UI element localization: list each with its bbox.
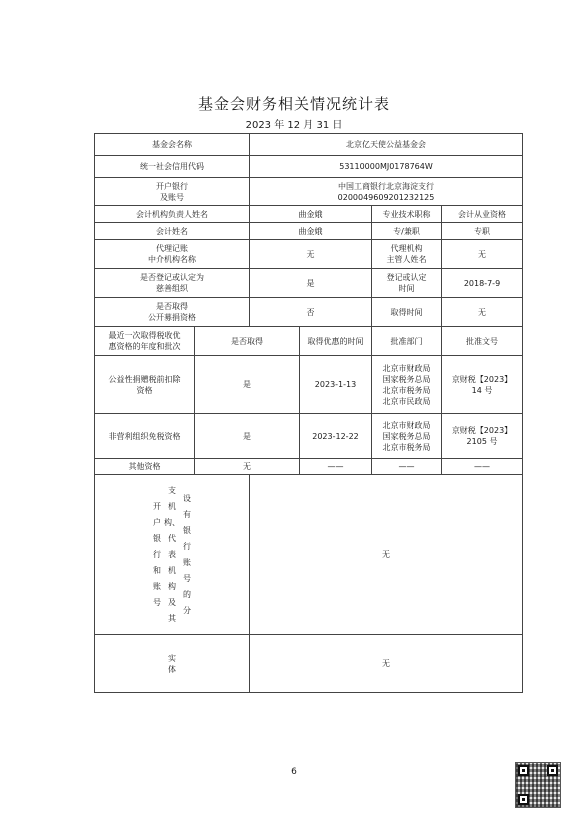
row-accountant — [95, 223, 523, 240]
nonprofit-dept-1: 北京市财政局 — [382, 420, 431, 430]
agent-label-line2: 中介机构名称 — [148, 255, 196, 264]
professional-title-label: 专业技术职称 — [372, 206, 442, 223]
tax-header-label-line1: 最近一次取得税收优 — [108, 331, 181, 340]
qualification-label: 会计从业资格 — [442, 206, 523, 223]
branch-accounts-label-columns — [95, 476, 249, 634]
row-other — [95, 459, 523, 475]
tax-col-doc: 批准文号 — [442, 327, 523, 356]
bank-account-number: 0200049609201232125 — [337, 192, 435, 202]
nonprofit-value: 是 — [195, 414, 300, 459]
foundation-name-value: 北京亿天使公益基金会 — [250, 134, 523, 156]
branch-outer-char: 和 — [153, 565, 161, 575]
deduction-dept-3: 北京市税务局 — [382, 385, 431, 395]
branch-col1-char: 支 — [168, 485, 176, 495]
branch-col1-char: 构 — [168, 581, 176, 591]
foundation-name-label: 基金会名称 — [95, 134, 250, 156]
employment-type-value: 专职 — [442, 223, 523, 240]
branch-col2-char: 银 — [183, 525, 191, 535]
row-foundation-name — [95, 134, 523, 156]
nonprofit-label: 非营利组织免税资格 — [95, 414, 195, 459]
entity-label-line1: 实 — [168, 653, 176, 663]
deduction-value: 是 — [195, 356, 300, 414]
other-value: 无 — [195, 459, 300, 475]
qr-finder-top-right — [547, 765, 558, 776]
agent-head-value: 无 — [442, 240, 523, 269]
public-fund-label-line2: 公开募捐资格 — [148, 313, 196, 322]
charity-value: 是 — [250, 269, 372, 298]
charity-label — [95, 269, 250, 298]
branch-outer-char: 账 — [153, 581, 161, 591]
branch-col1-char: 表 — [168, 549, 176, 559]
accountant-label: 会计姓名 — [95, 223, 250, 240]
branch-outer-label — [153, 499, 161, 611]
tax-header-label — [95, 327, 195, 356]
page-number: 6 — [291, 767, 297, 777]
qr-code-image — [515, 762, 561, 808]
branch-col1-label — [164, 483, 180, 627]
entity-label — [95, 635, 250, 693]
tax-col-time: 取得优惠的时间 — [300, 327, 372, 356]
row-agent — [95, 240, 523, 269]
finance-stats-table — [94, 133, 523, 693]
nonprofit-time: 2023-12-22 — [300, 414, 372, 459]
deduction-dept-1: 北京市财政局 — [382, 363, 431, 373]
branch-col1-char: 代 — [168, 533, 176, 543]
page-title: 基金会财务相关情况统计表 — [197, 95, 390, 113]
row-deduction — [95, 356, 523, 414]
agent-head-label — [372, 240, 442, 269]
branch-accounts-label — [95, 475, 250, 635]
public-fund-label — [95, 298, 250, 327]
charity-time-label-line1: 登记或认定 — [386, 273, 427, 282]
qr-finder-bottom-left — [518, 794, 529, 805]
deduction-doc-line1: 京财税【2023】 — [451, 374, 513, 384]
nonprofit-dept-2: 国家税务总局 — [382, 431, 431, 441]
nonprofit-doc — [442, 414, 523, 459]
branch-col2-char: 行 — [183, 541, 191, 551]
accounting-head-label: 会计机构负责人姓名 — [95, 206, 250, 223]
deduction-depts — [372, 356, 442, 414]
deduction-label-line1: 公益性捐赠税前扣除 — [108, 374, 181, 384]
deduction-doc — [442, 356, 523, 414]
branch-col2-char: 号 — [183, 573, 191, 583]
branch-accounts-value: 无 — [250, 475, 523, 635]
charity-time-value: 2018-7-9 — [442, 269, 523, 298]
bank-label-line2: 及账号 — [160, 192, 184, 202]
deduction-dept-2: 国家税务总局 — [382, 374, 431, 384]
tax-header-label-line2: 惠资格的年度和批次 — [108, 342, 181, 351]
deduction-time: 2023-1-13 — [300, 356, 372, 414]
nonprofit-doc-line1: 京财税【2023】 — [451, 426, 513, 435]
row-charity — [95, 269, 523, 298]
agent-head-label-line1: 代理机构 — [390, 244, 423, 253]
other-dept-dash: —— — [372, 459, 442, 475]
branch-col1-char: 机 — [168, 501, 176, 511]
row-bank-account — [95, 178, 523, 206]
row-credit-code — [95, 156, 523, 178]
bank-label-line1: 开户银行 — [156, 181, 188, 191]
tax-col-dept: 批准部门 — [372, 327, 442, 356]
agent-label — [95, 240, 250, 269]
agent-label-line1: 代理记账 — [156, 244, 188, 253]
public-fund-time-value: 无 — [442, 298, 523, 327]
entity-label-line2: 体 — [168, 664, 176, 674]
charity-time-label-line2: 时间 — [398, 284, 415, 293]
nonprofit-dept-3: 北京市税务局 — [382, 442, 431, 452]
bank-value — [250, 178, 523, 206]
deduction-label — [95, 356, 195, 414]
charity-label-line2: 慈善组织 — [156, 284, 188, 293]
other-label: 其他资格 — [95, 459, 195, 475]
public-fund-label-line1: 是否取得 — [156, 302, 188, 311]
row-tax-header — [95, 327, 523, 356]
credit-code-label: 统一社会信用代码 — [95, 156, 250, 178]
nonprofit-doc-line2: 2105 号 — [466, 437, 498, 446]
row-entity — [95, 635, 523, 693]
branch-outer-char: 银 — [153, 533, 161, 543]
bank-label — [95, 178, 250, 206]
qr-finder-top-left — [518, 765, 529, 776]
agent-value: 无 — [250, 240, 372, 269]
branch-col2-char: 账 — [183, 557, 191, 567]
branch-col2-char: 有 — [183, 509, 191, 519]
deduction-doc-line2: 14 号 — [471, 385, 493, 395]
credit-code-value: 53110000MJ0178764W — [250, 156, 523, 178]
other-doc-dash: —— — [442, 459, 523, 475]
row-nonprofit — [95, 414, 523, 459]
branch-outer-char: 号 — [153, 597, 161, 607]
public-fund-value: 否 — [250, 298, 372, 327]
branch-col2-char: 分 — [183, 605, 191, 615]
accounting-head-value: 曲金娥 — [250, 206, 372, 223]
branch-outer-char: 开 — [153, 501, 161, 511]
branch-col1-char: 构、 — [164, 517, 180, 527]
charity-label-line1: 是否登记或认定为 — [140, 273, 204, 282]
branch-outer-char: 户 — [153, 517, 161, 527]
public-fund-time-label: 取得时间 — [372, 298, 442, 327]
branch-col2-label — [183, 491, 191, 619]
row-accounting-head — [95, 206, 523, 223]
other-time-dash: —— — [300, 459, 372, 475]
report-date: 2023 年 12 月 31 日 — [245, 120, 343, 131]
agent-head-label-line2: 主管人姓名 — [386, 255, 427, 264]
nonprofit-depts — [372, 414, 442, 459]
branch-col1-char: 及 — [168, 597, 176, 607]
row-public-fundraising — [95, 298, 523, 327]
branch-col2-char: 的 — [183, 589, 191, 599]
entity-value: 无 — [250, 635, 523, 693]
branch-col1-char: 其 — [168, 613, 176, 623]
tax-col-obtained: 是否取得 — [195, 327, 300, 356]
bank-name: 中国工商银行北京海淀支行 — [338, 181, 434, 191]
employment-type-label: 专/兼职 — [372, 223, 442, 240]
branch-col2-char: 设 — [183, 493, 191, 503]
branch-col1-char: 机 — [168, 565, 176, 575]
deduction-label-line2: 资格 — [136, 385, 153, 395]
accountant-value: 曲金娥 — [250, 223, 372, 240]
branch-outer-char: 行 — [153, 549, 161, 559]
charity-time-label — [372, 269, 442, 298]
row-branch-accounts — [95, 475, 523, 635]
deduction-dept-4: 北京市民政局 — [382, 396, 431, 406]
